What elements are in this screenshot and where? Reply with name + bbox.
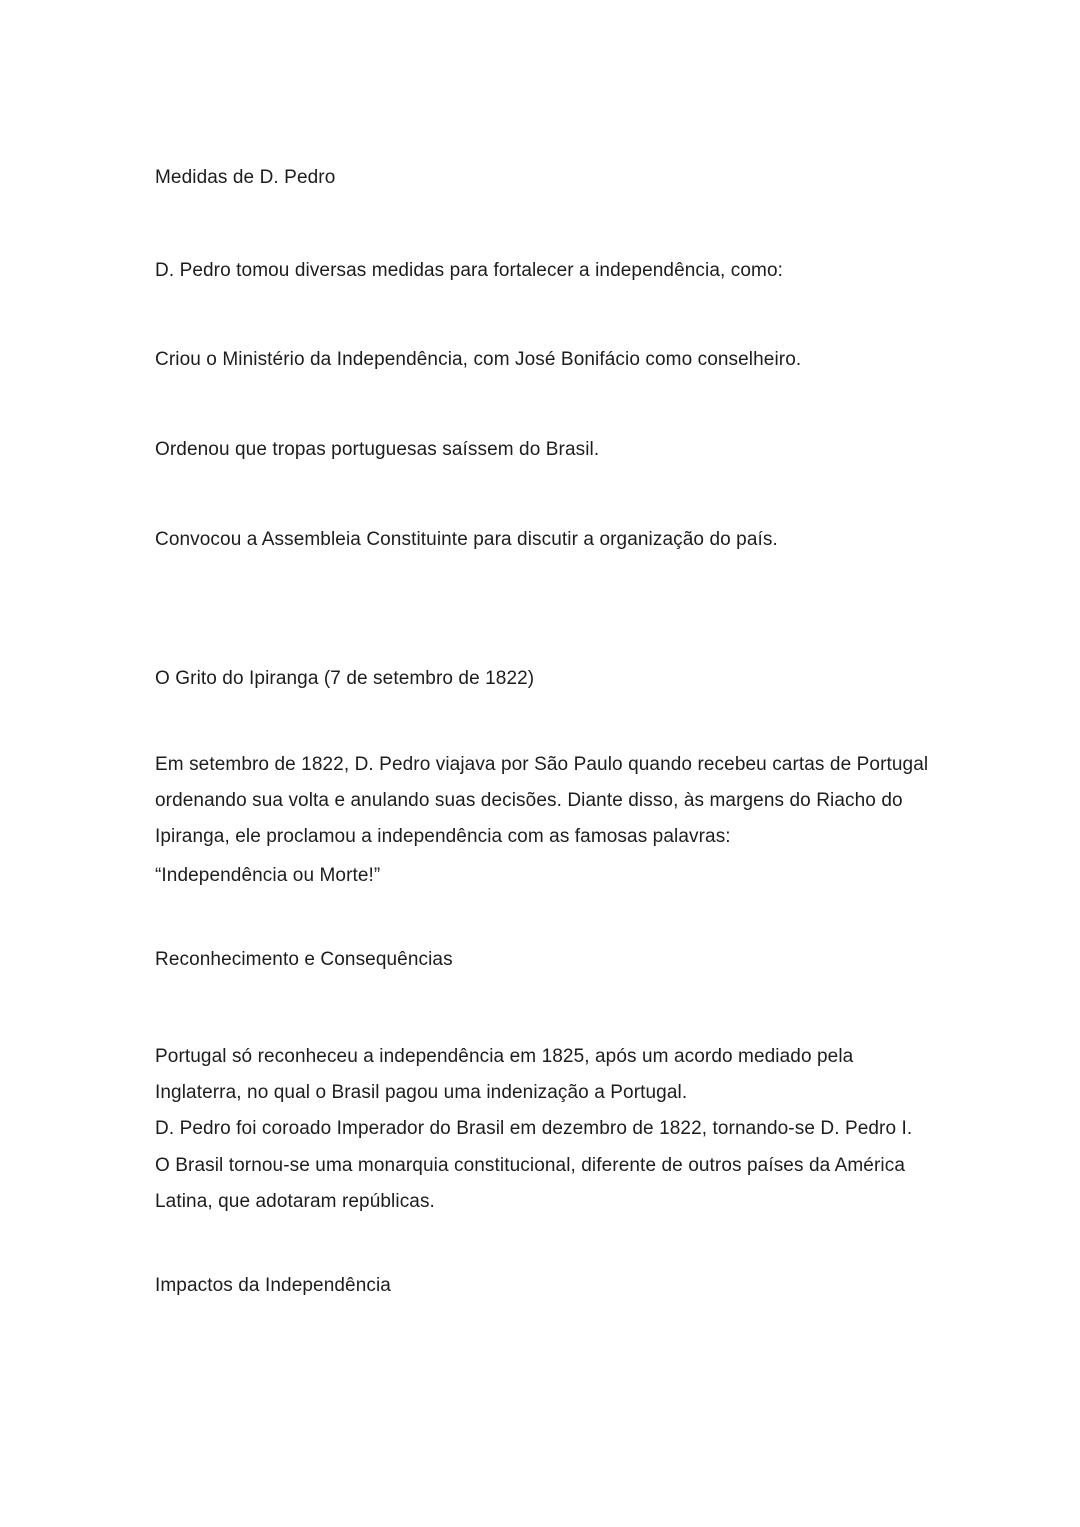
paragraph-setembro-1822: Em setembro de 1822, D. Pedro viajava por São Paulo quando recebeu cartas de Portugal ordenando sua volta e anulando suas decisões. Diante disso, às margens do Riacho do Ipiranga, ele proclamou a independência com as famosas palavras: [155, 754, 934, 847]
paragraph-ministerio-independencia: Criou o Ministério da Independência, com José Bonifácio como conselheiro. [155, 349, 802, 370]
paragraph-medidas-intro: D. Pedro tomou diversas medidas para fortalecer a independência, como: [155, 260, 784, 281]
heading-medidas-de-d-pedro: Medidas de D. Pedro [155, 167, 336, 188]
paragraph-coroacao-imperador: D. Pedro foi coroado Imperador do Brasil em dezembro de 1822, tornando-se D. Pedro I. [155, 1118, 913, 1139]
heading-impactos-independencia: Impactos da Independência [155, 1275, 391, 1296]
quote-independencia-ou-morte: “Independência ou Morte!” [155, 865, 381, 886]
paragraph-assembleia-constituinte: Convocou a Assembleia Constituinte para discutir a organização do país. [155, 529, 778, 550]
paragraph-tropas-portuguesas: Ordenou que tropas portuguesas saíssem do Brasil. [155, 439, 600, 460]
paragraph-reconhecimento-1825: Portugal só reconheceu a independência em 1825, após um acordo mediado pela Inglaterra, no qual o Brasil pagou uma indenização a Portugal. [155, 1046, 859, 1103]
document-body [155, 160, 933, 1304]
heading-reconhecimento-consequencias: Reconhecimento e Consequências [155, 949, 453, 970]
heading-grito-do-ipiranga: O Grito do Ipiranga (7 de setembro de 1822) [155, 668, 535, 689]
paragraph-monarquia-constitucional: O Brasil tornou-se uma monarquia constitucional, diferente de outros países da América Latina, que adotaram repúblicas. [155, 1155, 911, 1212]
